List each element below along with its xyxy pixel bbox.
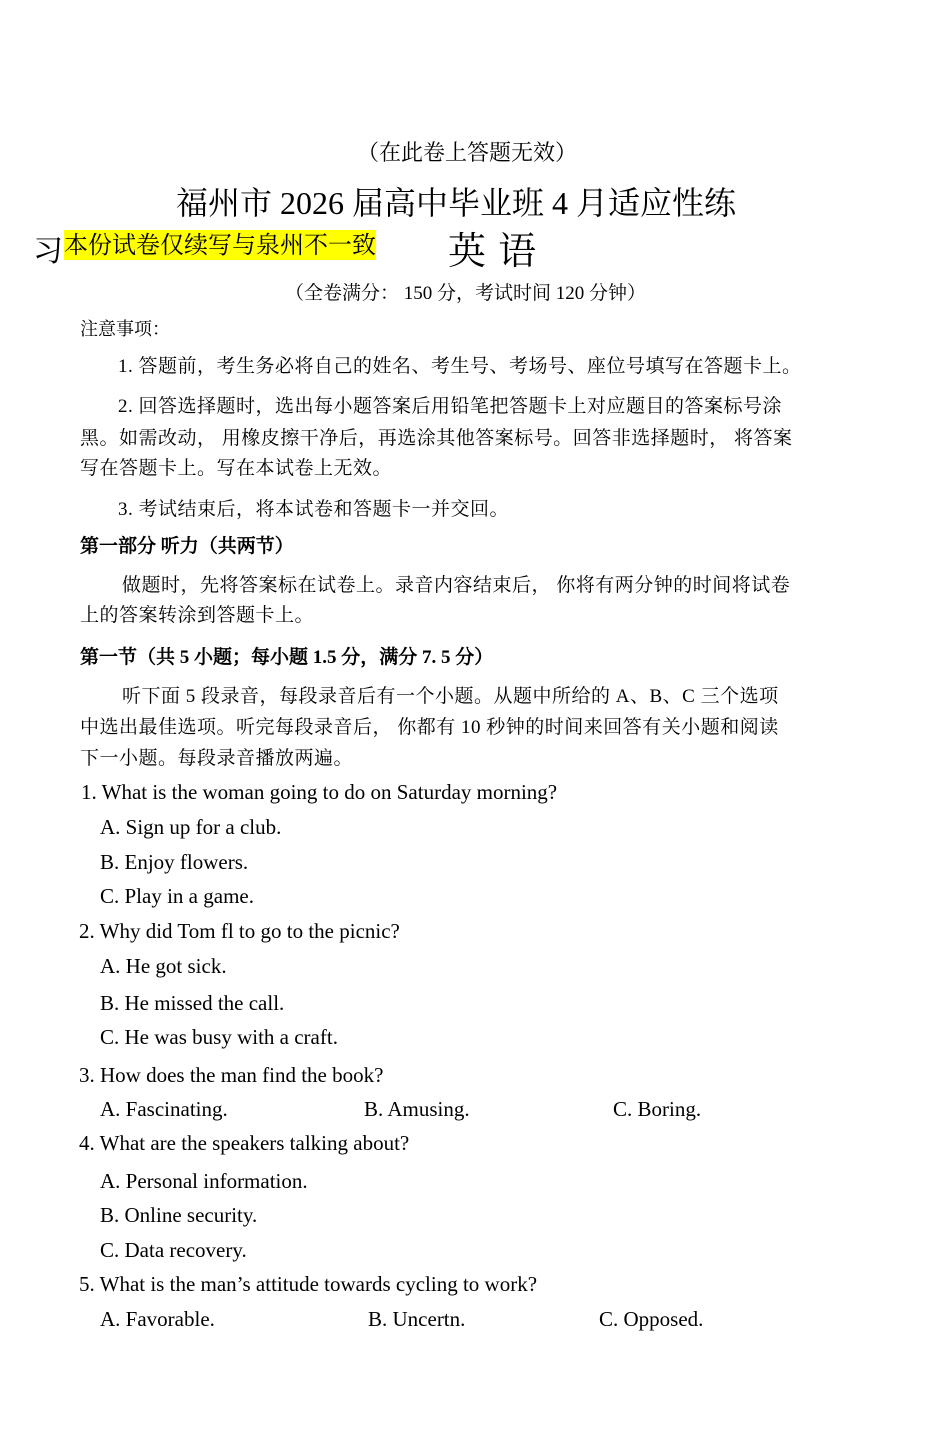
question-1-stem: 1. What is the woman going to do on Saturday morning? bbox=[81, 780, 558, 804]
exam-title-line1: 福州市 2026 届高中毕业班 4 月适应性练 bbox=[176, 185, 737, 221]
question-3-option-c[interactable]: C. Boring. bbox=[613, 1097, 702, 1121]
question-2-option-a[interactable]: A. He got sick. bbox=[100, 954, 227, 978]
section1-intro-line1: 听下面 5 段录音，每段录音后有一个小题。从题中所给的 A、B、C 三个选项 bbox=[122, 686, 779, 707]
question-4-option-b[interactable]: B. Online security. bbox=[100, 1203, 258, 1227]
invalid-answer-note: （在此卷上答题无效） bbox=[357, 141, 578, 166]
question-4-option-a[interactable]: A. Personal information. bbox=[100, 1169, 308, 1193]
part1-intro-line2: 上的答案转涂到答题卡上。 bbox=[80, 605, 315, 626]
subject-title: 英 语 bbox=[448, 229, 537, 273]
notice-item-2-line1: 2. 回答选择题时，选出每小题答案后用铅笔把答题卡上对应题目的答案标号涂 bbox=[118, 396, 783, 417]
part1-intro-line1: 做题时，先将答案标在试卷上。录音内容结束后， 你将有两分钟的时间将试卷 bbox=[122, 575, 791, 596]
highlight-note: 本份试卷仅续写与泉州不一致 bbox=[64, 231, 376, 259]
question-3-option-b[interactable]: B. Amusing. bbox=[364, 1097, 470, 1121]
question-1-option-b[interactable]: B. Enjoy flowers. bbox=[100, 850, 249, 874]
notices-heading: 注意事项： bbox=[80, 319, 170, 340]
section1-intro-line2: 中选出最佳选项。听完每段录音后， 你都有 10 秒钟的时间来回答有关小题和阅读 bbox=[80, 717, 779, 738]
section1-heading: 第一节（共 5 小题；每小题 1.5 分，满分 7. 5 分） bbox=[80, 647, 494, 668]
question-5-option-a[interactable]: A. Favorable. bbox=[100, 1307, 215, 1331]
question-5-stem: 5. What is the man’s attitude towards cycling to work? bbox=[79, 1272, 538, 1296]
notice-item-1: 1. 答题前，考生务必将自己的姓名、考生号、考场号、座位号填写在答题卡上。 bbox=[118, 356, 802, 377]
question-5-option-b[interactable]: B. Uncertn. bbox=[368, 1307, 466, 1331]
question-2-option-c[interactable]: C. He was busy with a craft. bbox=[100, 1025, 338, 1049]
notice-item-3: 3. 考试结束后，将本试卷和答题卡一并交回。 bbox=[118, 499, 510, 520]
question-2-stem: 2. Why did Tom fl to go to the picnic? bbox=[79, 919, 400, 943]
notice-item-2-line3: 写在答题卡上。写在本试卷上无效。 bbox=[80, 458, 393, 479]
question-3-option-a[interactable]: A. Fascinating. bbox=[100, 1097, 228, 1121]
question-5-option-c[interactable]: C. Opposed. bbox=[599, 1307, 704, 1331]
exam-title-line2-prefix: 习 bbox=[33, 235, 63, 268]
question-4-stem: 4. What are the speakers talking about? bbox=[79, 1131, 410, 1155]
question-3-stem: 3. How does the man find the book? bbox=[79, 1063, 384, 1087]
question-4-option-c[interactable]: C. Data recovery. bbox=[100, 1238, 247, 1262]
question-1-option-c[interactable]: C. Play in a game. bbox=[100, 884, 254, 908]
question-1-option-a[interactable]: A. Sign up for a club. bbox=[100, 815, 282, 839]
score-time-note: （全卷满分： 150 分，考试时间 120 分钟） bbox=[285, 283, 647, 304]
part1-heading: 第一部分 听力（共两节） bbox=[80, 536, 294, 557]
notice-item-2-line2: 黑。如需改动， 用橡皮擦干净后，再选涂其他答案标号。回答非选择题时， 将答案 bbox=[80, 428, 793, 449]
section1-intro-line3: 下一小题。每段录音播放两遍。 bbox=[80, 748, 354, 769]
question-2-option-b[interactable]: B. He missed the call. bbox=[100, 991, 285, 1015]
